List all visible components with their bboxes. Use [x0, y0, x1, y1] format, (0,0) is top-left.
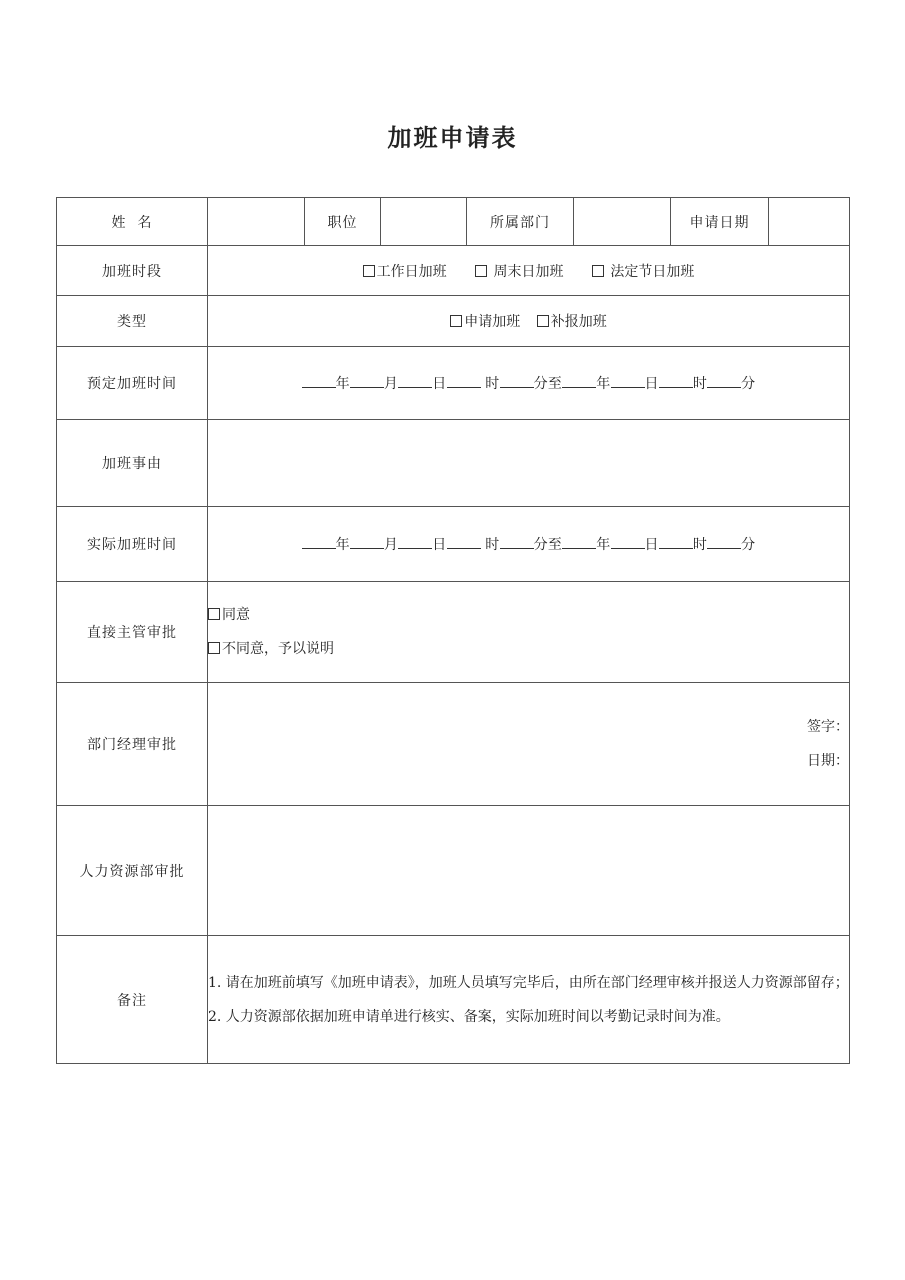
- position-label: 职位: [305, 198, 381, 246]
- actual-time-field[interactable]: 年 月 日 时 分至 年 日 时 分: [208, 507, 850, 582]
- dept-manager-approval-field[interactable]: [208, 683, 850, 806]
- period-label: 加班时段: [57, 246, 208, 296]
- checkbox-icon[interactable]: [208, 642, 220, 654]
- name-label: 姓 名: [57, 198, 208, 246]
- supervisor-option-agree[interactable]: 同意: [208, 598, 849, 632]
- name-field[interactable]: [208, 198, 305, 246]
- period-option-workday[interactable]: 工作日加班: [363, 261, 447, 281]
- checkbox-icon[interactable]: [537, 315, 549, 327]
- period-options: [208, 246, 850, 296]
- type-options: [208, 296, 850, 347]
- note-item: 2. 人力资源部依据加班申请单进行核实、备案，实际加班时间以考勤记录时间为准。: [208, 1008, 730, 1025]
- actual-time-row: [57, 507, 850, 582]
- checkbox-icon[interactable]: [208, 608, 220, 620]
- type-label: 类型: [57, 296, 208, 347]
- notes-content: [208, 936, 850, 1064]
- planned-time-field[interactable]: 年 月 日 时 分至 年 日 时 分: [208, 347, 850, 420]
- form-title: 加班申请表: [387, 123, 518, 152]
- period-row: [57, 246, 850, 296]
- checkbox-icon[interactable]: [475, 265, 487, 277]
- planned-time-row: [57, 347, 850, 420]
- apply-date-field[interactable]: [769, 198, 850, 246]
- reason-field[interactable]: [208, 420, 850, 507]
- supervisor-options: [208, 582, 850, 683]
- type-row: [57, 296, 850, 347]
- note-item: 1. 请在加班前填写《加班申请表》，加班人员填写完毕后，由所在部门经理审核并报送人力资源部留存；: [208, 974, 849, 991]
- hr-label: 人力资源部审批: [57, 806, 208, 936]
- notes-row: [57, 936, 850, 1064]
- type-option-supplement[interactable]: 补报加班: [537, 311, 607, 331]
- type-option-apply[interactable]: 申请加班: [450, 311, 520, 331]
- reason-row: [57, 420, 850, 507]
- department-label: 所属部门: [467, 198, 574, 246]
- supervisor-row: [57, 582, 850, 683]
- header-row: [57, 198, 850, 246]
- supervisor-option-disagree[interactable]: 不同意，予以说明: [208, 632, 849, 666]
- overtime-form-table: [56, 197, 850, 1064]
- checkbox-icon[interactable]: [363, 265, 375, 277]
- hr-approval-field[interactable]: [208, 806, 850, 936]
- period-option-weekend[interactable]: 周末日加班: [475, 261, 563, 281]
- checkbox-icon[interactable]: [450, 315, 462, 327]
- dept-manager-label: 部门经理审批: [57, 683, 208, 806]
- signature-label: 签字：: [807, 719, 849, 735]
- dept-manager-row: [57, 683, 850, 806]
- checkbox-icon[interactable]: [592, 265, 604, 277]
- hr-row: [57, 806, 850, 936]
- supervisor-label: 直接主管审批: [57, 582, 208, 683]
- planned-time-label: 预定加班时间: [57, 347, 208, 420]
- actual-time-label: 实际加班时间: [57, 507, 208, 582]
- reason-label: 加班事由: [57, 420, 208, 507]
- department-field[interactable]: [574, 198, 671, 246]
- position-field[interactable]: [381, 198, 467, 246]
- sign-date-label: 日期：: [807, 753, 849, 769]
- notes-label: 备注: [57, 936, 208, 1064]
- apply-date-label: 申请日期: [671, 198, 769, 246]
- period-option-holiday[interactable]: 法定节日加班: [592, 261, 694, 281]
